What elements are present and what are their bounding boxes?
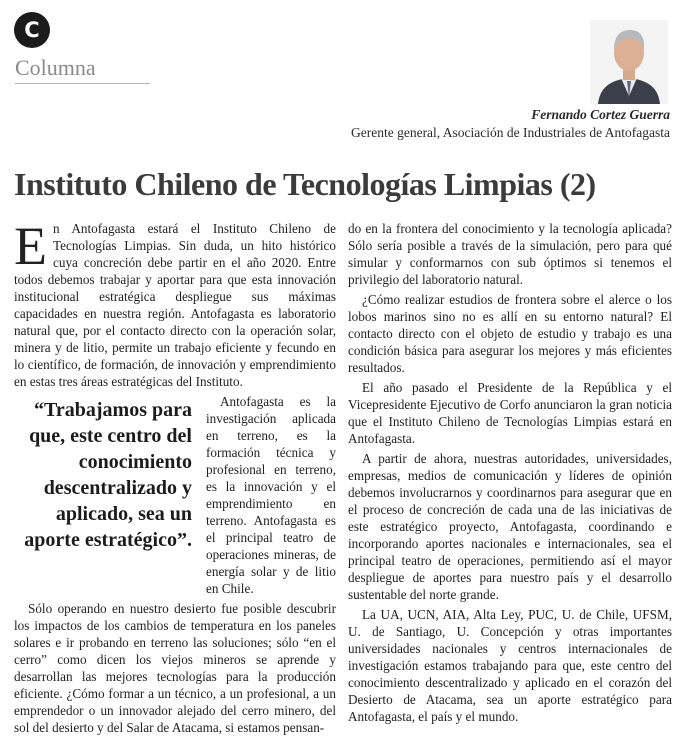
paragraph: A partir de ahora, nuestras autoridades, universidades, empresas, medios de comunicación y líderes de opinión debemos involucrarnos y coordinarnos para asegurar que en el proceso de concreción de cada una de las iniciativas de este estratégico proyecto, Antofagasta, coordinando e incorporando aportes nacionales e internacionales, sea el principal teatro de operaciones, permitiendo así el mayor despliegue de aportes para nuestro país y el desarrollo sustentable del norte grande. [348, 451, 672, 602]
author-portrait-icon [590, 20, 668, 104]
article-headline: Instituto Chileno de Tecnologías Limpias (2) [14, 166, 596, 202]
author-role: Gerente general, Asociación de Industriales de Antofagasta [350, 125, 670, 140]
paragraph: do en la frontera del conocimiento y la tecnología aplicada? Sólo sería posible a través de la simulación, pero para qué simular y conformarnos con sub óptimos si tenemos el privilegio del laboratorio natural. [348, 221, 672, 287]
paragraph: Sólo operando en nuestro desierto fue posible descubrir los impactos de los cambios de temperatura en los paneles solares e ir probando en terreno las soluciones; sólo “en el cerro” como dicen los viejos mineros se aprende y desarrollan las mejores tecnologías para la producción eficiente. ¿Cómo formar a un técnico, a un profesional, a un emprendedor o un innovador alejado del cerro minero, del sol del desierto y del Salar de Atacama, si estamos pensan- [14, 601, 336, 735]
pull-quote: “Trabajamos para que, este centro del conocimiento descentralizado y aplicado, sea un aporte estratégico”. [24, 399, 192, 551]
paragraph: ¿Cómo realizar estudios de frontera sobre el alerce o los lobos marinos sino no es allí en su entorno natural? El contacto directo con el objeto de estudio y trabajo es una condición básica para asegurar los mejores y más eficientes resultados. [348, 292, 672, 375]
paragraph [14, 216, 336, 390]
article-column-right [348, 220, 672, 728]
section-badge: C [14, 12, 50, 48]
drop-cap: E [14, 216, 47, 276]
section-divider [15, 83, 150, 84]
section-label: Columna [15, 55, 96, 80]
paragraph-text: n Antofagasta estará el Instituto Chileno de Tecnologías Limpias. Sin duda, un hito histórico cuya concreción debe partir en el año 2020. Entre todos debemos trabajar y aportar para que esta innovación institucional estratégica despliegue sus máximas capacidades en nuestra región. Antofagasta es laboratorio natural que, por el contacto directo con la operación solar, minera y de litio, permite un trabajo eficiente y fecundo en lo científico, de formación, de innovación y emprendimiento en estas tres áreas estratégicas del Instituto. [14, 221, 336, 389]
author-name: Fernando Cortez Guerra [531, 107, 670, 122]
paragraph: Antofagasta es la investigación aplicada en terreno, es la formación técnica y profesional en terreno, es la innovación y el emprendimiento en terreno. Antofagasta es el principal teatro de operaciones mineras, de energía solar y de litio en Chile. [206, 394, 336, 596]
article-column-left [14, 216, 336, 739]
paragraph: El año pasado el Presidente de la República y el Vicepresidente Ejecutivo de Corfo anunciaron la gran noticia que el Instituto Chileno de Tecnologías Limpias estará en Antofagasta. [348, 380, 672, 446]
paragraph: La UA, UCN, AIA, Alta Ley, PUC, U. de Chile, UFSM, U. de Santiago, U. Concepción y otras importantes universidades nacionales y centros internacionales de investigación estamos trabajando para que, este centro del conocimiento descentralizado y aplicado en el corazón del Desierto de Atacama, sea un aporte estratégico para Antofagasta, el país y el mundo. [348, 607, 672, 724]
